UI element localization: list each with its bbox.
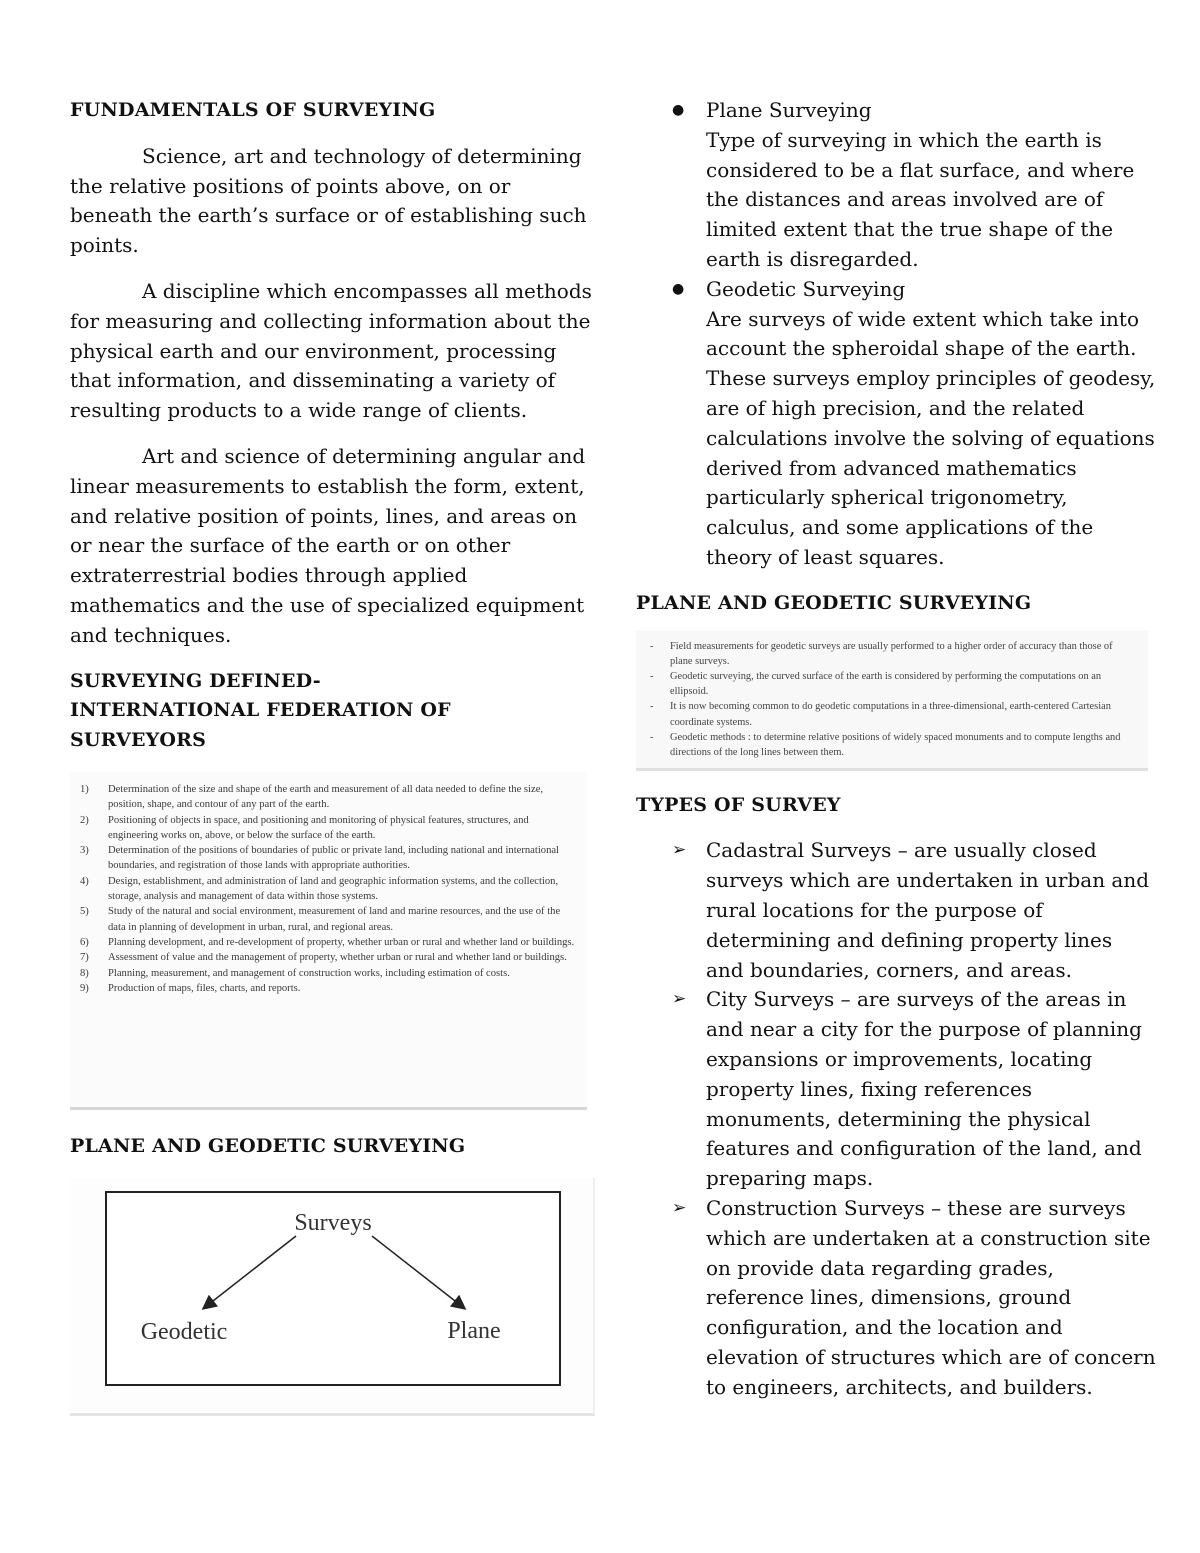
pg-heading: PLANE AND GEODETIC SURVEYING bbox=[636, 591, 1032, 614]
fig-defined-image bbox=[70, 772, 587, 1110]
list-item bbox=[636, 275, 1156, 573]
main-title: FUNDAMENTALS OF SURVEYING bbox=[70, 99, 436, 121]
list-item bbox=[636, 1194, 1156, 1403]
list-item bbox=[636, 836, 1156, 985]
construction-survey-text: Construction Surveys – these are surveys which are undertaken at a construction site on provide data regarding grades, reference lines, dimensions, ground configuration, and the location and elevation of structures which are of concern to engineers, architects, and builders. bbox=[706, 1195, 1156, 1399]
types-list bbox=[636, 836, 1156, 1402]
right-column bbox=[636, 96, 1156, 1402]
pg-comparison-item: - It is now becoming common to do geodetic computations in a three-dimensional, earth-centered Cartesian coordinate systems. bbox=[650, 701, 1111, 728]
bullet-dot-icon: ● bbox=[672, 280, 685, 297]
diagram-label-geodetic: Geodetic bbox=[140, 1318, 228, 1345]
fig-defined-item: 1) Determination of the size and shape of the earth and measurement of all data needed to define the size, position, shape, and contour of any part of the earth. bbox=[80, 783, 544, 811]
pg-comparison-item: - Geodetic surveying, the curved surface of the earth is considered by performing the computations on an ellipsoid. bbox=[650, 670, 1102, 698]
fig-defined-item: 6) Planning development, and re-development of property, whether urban or rural and whether land or buildings. bbox=[80, 936, 575, 948]
pg-comparison-item: - Geodetic methods : to determine relative positions of widely spaced monuments and to compute lengths and directions of the long lines between them. bbox=[650, 731, 1121, 758]
fig-defined-heading: SURVEYING DEFINED-INTERNATIONAL FEDERATION OF SURVEYORS bbox=[70, 669, 451, 752]
arrow-bullet-icon: ➢ bbox=[672, 1197, 687, 1218]
survey-kind-list bbox=[636, 96, 1156, 573]
diagram-heading: PLANE AND GEODETIC SURVEYING bbox=[70, 1134, 466, 1157]
left-column bbox=[70, 96, 595, 1416]
plane-surveying-text: Type of surveying in which the earth is considered to be a flat surface, and where the distances and areas involved are of limited extent that the true shape of the earth is disregarded. bbox=[706, 127, 1135, 271]
plane-surveying-title: Plane Surveying bbox=[706, 98, 872, 122]
definition-paragraph-2: A discipline which encompasses all methods for measuring and collecting information about the physical earth and our environment, processing that information, and disseminating a variety of resulting products to a wide range of clients. bbox=[70, 278, 592, 423]
fig-defined-item: 2) Positioning of objects in space, and positioning and monitoring of physical features, structures, and engineering works on, above, or below the surface of the earth. bbox=[80, 814, 529, 841]
pg-comparison-item: - Field measurements for geodetic surveys are usually performed to a higher order of accuracy than those of plane surveys. bbox=[650, 640, 1113, 667]
definition-paragraph-3: Art and science of determining angular and linear measurements to establish the form, extent, and relative position of points, lines, and areas on or near the surface of the earth or on other extraterrestrial bodies through applied mathematics and the use of specialized equipment and techniques. bbox=[70, 443, 586, 647]
diagram-label-plane: Plane bbox=[447, 1317, 501, 1344]
diagram-label-surveys: Surveys bbox=[294, 1209, 372, 1236]
fig-defined-item: 3) Determination of the positions of boundaries of public or private land, including national and international boundaries, and registration of those lands with appropriate authorities. bbox=[80, 845, 560, 872]
list-item bbox=[636, 985, 1156, 1194]
surveys-diagram-svg bbox=[70, 1178, 595, 1416]
surveys-diagram bbox=[70, 1178, 595, 1416]
fig-defined-item: 5) Study of the natural and social environment, measurement of land and marine resources, and the use of the data in planning of development in urban, rural, and regional areas. bbox=[80, 906, 561, 933]
fig-defined-list bbox=[70, 772, 587, 1004]
bullet-dot-icon: ● bbox=[672, 102, 685, 118]
pg-comparison-image bbox=[636, 631, 1148, 771]
list-item bbox=[636, 96, 1156, 275]
arrow-bullet-icon: ➢ bbox=[672, 840, 687, 861]
definition-paragraph-1: Science, art and technology of determining the relative positions of points above, on or beneath the earth’s surface or of establishing such points. bbox=[70, 143, 587, 258]
cadastral-survey-text: Cadastral Surveys – are usually closed surveys which are undertaken in urban and rural locations for the purpose of determining and defining property lines and boundaries, corners, and areas. bbox=[706, 838, 1150, 982]
geodetic-surveying-text: Are surveys of wide extent which take into account the spheroidal shape of the earth. These surveys employ principles of geodesy, are of high precision, and the related calculations involve the solving of equations derived from advanced mathematics particularly spherical trigonometry, calculus, and some applications of the theory of least squares. bbox=[706, 306, 1156, 569]
fig-defined-item: 9) Production of maps, files, charts, and reports. bbox=[80, 982, 301, 994]
fig-defined-item: 7) Assessment of value and the management of property, whether urban or rural and whether land or buildings. bbox=[80, 952, 567, 964]
fig-defined-item: 4) Design, establishment, and administration of land and geographic information systems, and the collection, storage, analysis and management of data within those systems. bbox=[80, 875, 559, 903]
fig-defined-item: 8) Planning, measurement, and management of construction works, including estimation of costs. bbox=[80, 967, 510, 979]
types-heading: TYPES OF SURVEY bbox=[636, 793, 841, 816]
city-survey-text: City Surveys – are surveys of the areas in and near a city for the purpose of planning expansions or improvements, locating property lines, fixing references monuments, determining the physical features and configuration of the land, and preparing maps. bbox=[706, 987, 1142, 1191]
geodetic-surveying-title: Geodetic Surveying bbox=[706, 276, 906, 301]
arrow-bullet-icon: ➢ bbox=[672, 989, 687, 1010]
pg-comparison-list bbox=[636, 631, 1148, 767]
